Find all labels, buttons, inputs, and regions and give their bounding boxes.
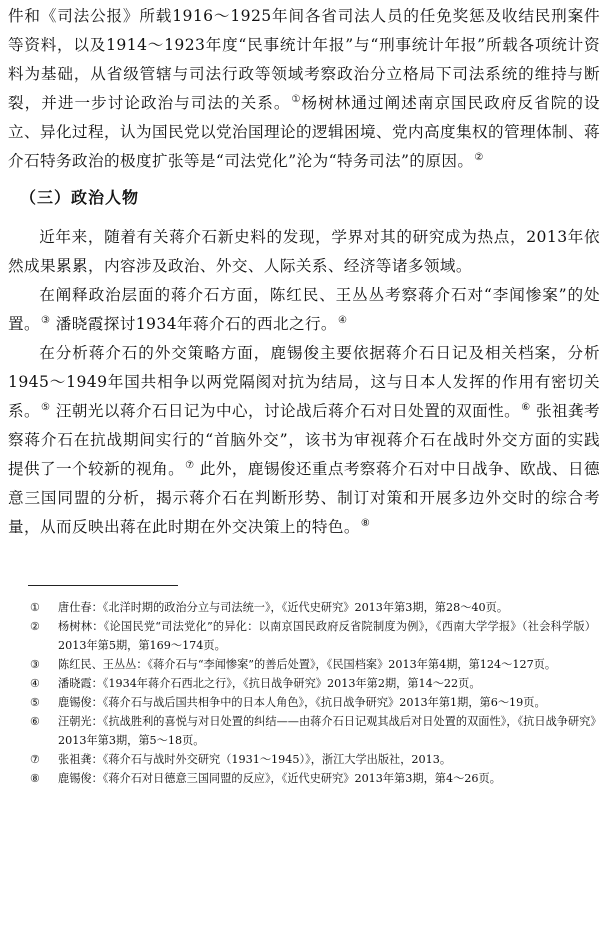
- body-text: 汪朝光以蒋介石日记为中心，讨论战后蒋介石对日处置的双面性。: [55, 402, 521, 420]
- body-paragraph: [8, 2, 600, 176]
- footnote-text: 张祖龚：《蒋介石与战时外交研究（1931～1945）》，浙江大学出版社，2013。: [58, 753, 452, 766]
- footnote-mark: ⑥: [30, 715, 41, 728]
- footnote-reference[interactable]: ⑤: [41, 401, 51, 413]
- body-text: 在阐释政治层面的蒋介石方面，陈红民、王丛丛考察蒋介石对“李闻惨案”的处置。: [8, 286, 600, 333]
- footnote-reference[interactable]: ④: [337, 314, 348, 326]
- body-text: 在分析蒋介石的外交策略方面，鹿锡俊主要依据蒋介石日记及相关档案，分析1945～1949年国共相争以两党隔阂对抗为结局，这与日本人发挥的作用有密切关系。: [8, 344, 600, 420]
- footnote-item: [8, 617, 600, 655]
- footnote-mark: ③: [30, 658, 41, 671]
- body-paragraph: [8, 223, 600, 281]
- footnote-reference[interactable]: ⑧: [360, 517, 371, 529]
- footnote-text: 汪朝光：《抗战胜利的喜悦与对日处置的纠结——由蒋介石日记观其战后对日处置的双面性》，《抗日战争研究》2013年第3期，第5～18页。: [58, 715, 596, 747]
- body-paragraph: [8, 339, 600, 542]
- footnote-reference[interactable]: ③: [41, 314, 51, 326]
- footnote-text: 潘晓霞：《1934年蒋介石西北之行》，《抗日战争研究》2013年第2期，第14～22页。: [58, 677, 481, 690]
- body-text: 潘晓霞探讨1934年蒋介石的西北之行。: [55, 315, 337, 333]
- footnote-text: 鹿锡俊：《蒋介石与战后国共相争中的日本人角色》，《抗日战争研究》2013年第1期，第6～19页。: [58, 696, 546, 709]
- body-text: 近年来，随着有关蒋介石新史料的发现，学界对其的研究成为热点，2013年依然成果累累，内容涉及政治、外交、人际关系、经济等诸多领域。: [8, 228, 600, 275]
- footnote-item: [8, 598, 600, 617]
- footnote-list: [8, 598, 600, 788]
- footnote-mark: ⑦: [30, 753, 41, 766]
- footnote-reference[interactable]: ⑦: [185, 459, 195, 471]
- footnote-text: 杨树林：《论国民党“司法党化”的异化：以南京国民政府反省院制度为例》，《西南大学学报》（社会科学版）2013年第5期，第169～174页。: [58, 620, 596, 652]
- footnote-item: [8, 655, 600, 674]
- footnote-text: 唐仕春：《北洋时期的政治分立与司法统一》，《近代史研究》2013年第3期，第28～40页。: [58, 601, 509, 614]
- footnote-mark: ⑧: [30, 772, 41, 785]
- body-paragraph: [8, 281, 600, 339]
- footnote-text: 陈红民、王丛丛：《蒋介石与“李闻惨案”的善后处置》，《民国档案》2013年第4期，第124～127页。: [58, 658, 557, 671]
- section-heading: （三）政治人物: [20, 188, 140, 207]
- footnote-item: [8, 693, 600, 712]
- body-text: 此外，鹿锡俊还重点考察蒋介石对中日战争、欧战、日德意三国同盟的分析，揭示蒋介石在判断形势、制订对策和开展多边外交时的综合考量，从而反映出蒋在此时期在外交决策上的特色。: [8, 460, 600, 536]
- footnote-item: [8, 750, 600, 769]
- footnote-reference[interactable]: ①: [291, 93, 302, 105]
- footnote-reference[interactable]: ⑥: [521, 401, 531, 413]
- footnote-mark: ①: [30, 601, 41, 614]
- document-page: [8, 2, 600, 788]
- footnote-mark: ⑤: [30, 696, 41, 709]
- footnote-item: [8, 674, 600, 693]
- footnote-mark: ④: [30, 677, 41, 690]
- footnote-mark: ②: [30, 620, 41, 633]
- body-text: 件和《司法公报》所载1916～1925年间各省司法人员的任免奖惩及收结民刑案件等资料，以及1914～1923年度“民事统计年报”与“刑事统计年报”所载各项统计资料为基础，从省级管辖与司法行政等领域考察政治分立格局下司法系统的维持与断裂，并进一步讨论政治与司法的关系。: [8, 7, 600, 112]
- footnote-text: 鹿锡俊：《蒋介石对日德意三国同盟的反应》，《近代史研究》2013年第3期，第4～26页。: [58, 772, 501, 785]
- footnote-reference[interactable]: ②: [474, 151, 484, 163]
- body-text: 张祖龚考察蒋介石在抗战期间实行的“首脑外交”，该书为审视蒋介石在战时外交方面的实践提供了一个较新的视角。: [8, 402, 601, 478]
- footnote-item: [8, 712, 600, 750]
- body-text: 杨树林通过阐述南京国民政府反省院的设立、异化过程，认为国民党以党治国理论的逻辑困境、党内高度集权的管理体制、蒋介石特务政治的极度扩张等是“司法党化”沦为“特务司法”的原因。: [8, 94, 600, 170]
- footnote-divider: [28, 585, 178, 586]
- footnote-item: [8, 769, 600, 788]
